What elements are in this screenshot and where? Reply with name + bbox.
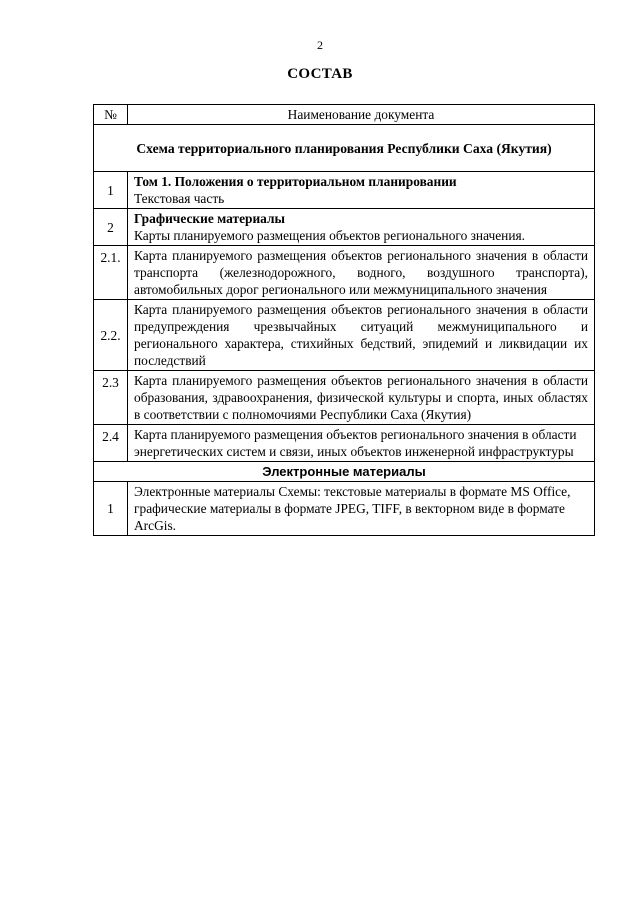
row-num: 2.3 (94, 371, 128, 425)
table-row (94, 209, 595, 246)
electronic-header-row (94, 462, 595, 482)
page-number: 2 (317, 38, 323, 52)
table-row (94, 172, 595, 209)
table-header-row (94, 105, 595, 125)
row-num: 2.4 (94, 425, 128, 462)
row-num: 1 (94, 172, 128, 209)
row-text: Карта планируемого размещения объектов регионального значения в области транспорта (железнодорожного, водного, воздушного транспорта), автомобильных дорог регионального или межмуниципального значения (128, 246, 595, 300)
scheme-title-row (94, 125, 595, 172)
table-row (94, 425, 595, 462)
scheme-title: Схема территориального планирования Республики Саха (Якутия) (94, 125, 595, 172)
row-text: Карта планируемого размещения объектов регионального значения в области образования, здравоохранения, физической культуры и спорта, иных областях в соответствии с полномочиями Республики Саха (Якутия) (128, 371, 595, 425)
row-content (128, 172, 595, 209)
row-title: Том 1. Положения о территориальном планировании (134, 174, 457, 189)
row-num: 2 (94, 209, 128, 246)
row-text: Карта планируемого размещения объектов регионального значения в области энергетических систем и связи, иных объектов инженерной инфраструктуры (128, 425, 595, 462)
table-row (94, 482, 595, 536)
header-name: Наименование документа (128, 105, 595, 125)
table-row (94, 246, 595, 300)
composition-table (93, 104, 595, 536)
row-text: Электронные материалы Схемы: текстовые материалы в формате MS Office, графические материалы в формате JPEG, TIFF, в векторном виде в формате ArcGis. (128, 482, 595, 536)
header-num: № (94, 105, 128, 125)
row-text: Карта планируемого размещения объектов регионального значения в области предупреждения чрезвычайных ситуаций межмуниципального и регионального характера, стихийных бедствий, эпидемий и ликвидации их последствий (128, 300, 595, 371)
row-text: Карты планируемого размещения объектов регионального значения. (134, 228, 526, 243)
table-row (94, 371, 595, 425)
row-content (128, 209, 595, 246)
electronic-header: Электронные материалы (94, 462, 595, 482)
table-row (94, 300, 595, 371)
row-num: 1 (94, 482, 128, 536)
row-text: Текстовая часть (134, 191, 225, 206)
row-num: 2.2. (94, 300, 128, 371)
row-num: 2.1. (94, 246, 128, 300)
row-title: Графические материалы (134, 211, 285, 226)
page-title: СОСТАВ (287, 66, 353, 82)
